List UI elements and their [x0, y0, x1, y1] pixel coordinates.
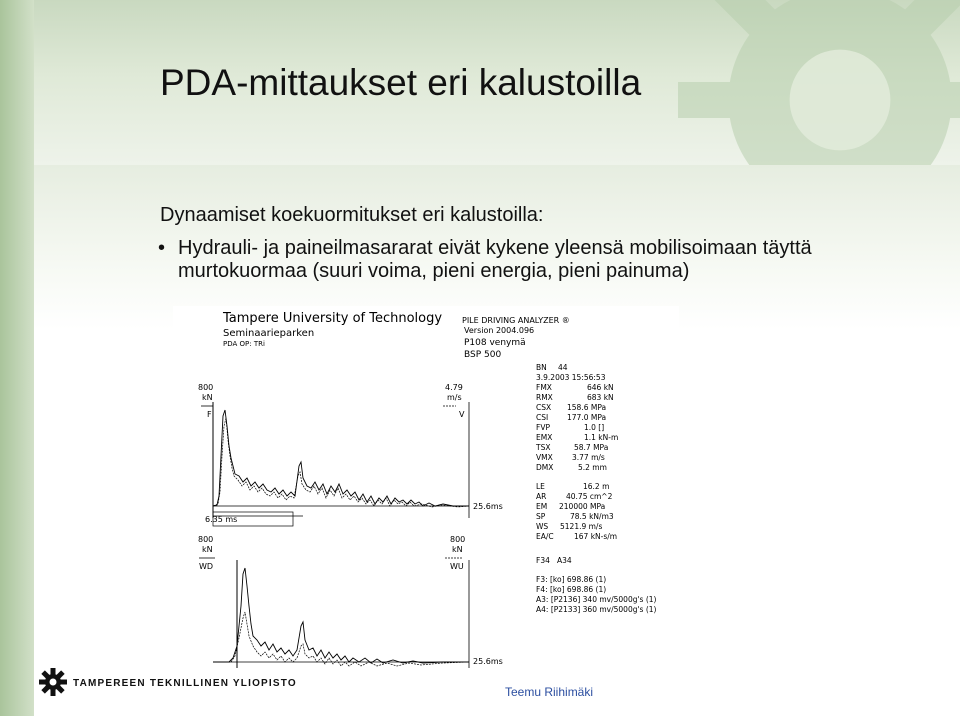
fig-pile: P108 venymä: [464, 338, 526, 348]
sensor-line-3: A4: [P2133] 360 mv/5000g's (1): [536, 605, 657, 614]
bottom-wd-trace: [213, 568, 469, 663]
sensor-pair: F34 A34: [536, 556, 572, 565]
result-b-4-key: WS: [536, 522, 549, 531]
result-a-6-key: FVP: [536, 423, 550, 432]
bullet-item: [158, 237, 918, 283]
fig-op: PDA OP: TRi: [223, 340, 265, 348]
footer-author: Teemu Riihimäki: [505, 685, 594, 699]
bullet-dot: •: [158, 237, 166, 259]
fig-bsp: BSP 500: [464, 350, 502, 360]
bullet-text: Hydrauli- ja paineilmasararat eivät kykene yleensä mobilisoimaan täyttä murtokuormaa (suuri voima, pieni energia, pieni painuma): [178, 237, 812, 282]
pda-figure: [173, 306, 679, 670]
footer-institution: TAMPEREEN TEKNILLINEN YLIOPISTO: [73, 678, 297, 689]
slide-title: PDA-mittaukset eri kalustoilla: [160, 62, 642, 103]
top-left-unit: kN: [202, 393, 213, 402]
result-a-10-key: DMX: [536, 463, 554, 472]
bottom-end-time: 25.6ms: [473, 657, 503, 666]
result-b-4-val: 5121.9 m/s: [560, 522, 603, 531]
sensor-line-0: F3: [ko] 698.86 (1): [536, 575, 607, 584]
top-left-scale: 800: [198, 383, 214, 392]
result-a-5-val: 177.0 MPa: [567, 413, 607, 422]
result-a-9-key: VMX: [536, 453, 553, 462]
result-a-0-val: 44: [558, 363, 568, 372]
tut-gear-icon: [39, 668, 67, 696]
result-b-1-key: AR: [536, 492, 547, 501]
result-b-2-val: 210000 MPa: [559, 502, 606, 511]
result-a-1-key: 3.9.2003 15:56:53: [536, 373, 606, 382]
result-a-2-key: FMX: [536, 383, 552, 392]
result-b-2-key: EM: [536, 502, 548, 511]
result-a-3-val: 683 kN: [587, 393, 614, 402]
top-right-scale: 4.79: [445, 383, 463, 392]
top-time-mark: 6.35 ms: [205, 515, 238, 524]
bottom-right-label: WU: [450, 562, 464, 571]
result-a-4-key: CSX: [536, 403, 552, 412]
result-a-0-key: BN: [536, 363, 547, 372]
result-a-9-val: 3.77 m/s: [572, 453, 605, 462]
sensor-group: [536, 556, 657, 614]
result-b-3-key: SP: [536, 512, 546, 521]
top-right-label: V: [459, 410, 465, 419]
result-b-5-val: 167 kN-s/m: [574, 532, 618, 541]
result-b-0-key: LE: [536, 482, 545, 491]
result-a-7-key: EMX: [536, 433, 553, 442]
result-a-5-key: CSI: [536, 413, 549, 422]
sensor-line-1: F4: [ko] 698.86 (1): [536, 585, 607, 594]
bottom-right-unit: kN: [452, 545, 463, 554]
slide-subtitle: Dynaamiset koekuormitukset eri kalustoilla:: [160, 204, 544, 226]
bottom-left-scale: 800: [198, 535, 214, 544]
left-rail: [0, 0, 34, 716]
top-end-time: 25.6ms: [473, 502, 503, 511]
bottom-left-unit: kN: [202, 545, 213, 554]
result-a-7-val: 1.1 kN-m: [584, 433, 619, 442]
bottom-left-label: WD: [199, 562, 214, 571]
result-a-6-val: 1.0 []: [584, 423, 605, 432]
pda-plot-svg: [173, 306, 679, 670]
result-b-1-val: 40.75 cm^2: [566, 492, 613, 501]
top-force-trace: [213, 410, 469, 506]
top-velocity-trace: [213, 418, 469, 507]
results-a-group: [535, 363, 618, 472]
fig-dept: Seminaarieparken: [223, 328, 315, 339]
result-b-0-val: 16.2 m: [583, 482, 610, 491]
bottom-right-scale: 800: [450, 535, 466, 544]
result-a-8-key: TSX: [536, 443, 551, 452]
result-b-5-key: EA/C: [536, 532, 554, 541]
result-a-4-val: 158.6 MPa: [567, 403, 607, 412]
top-right-unit: m/s: [447, 393, 462, 402]
fig-org: Tampere University of Technology: [223, 311, 443, 326]
result-b-3-val: 78.5 kN/m3: [570, 512, 614, 521]
fig-version: Version 2004.096: [464, 326, 535, 335]
result-a-10-val: 5.2 mm: [578, 463, 607, 472]
bottom-wu-trace: [213, 612, 469, 666]
fig-analyzer: PILE DRIVING ANALYZER ®: [462, 316, 570, 325]
top-left-label: F: [207, 410, 212, 419]
results-b-group: [536, 482, 617, 541]
sensor-line-2: A3: [P2136] 340 mv/5000g's (1): [536, 595, 657, 604]
result-a-8-val: 58.7 MPa: [574, 443, 609, 452]
result-a-3-key: RMX: [536, 393, 553, 402]
result-a-2-val: 646 kN: [587, 383, 614, 392]
